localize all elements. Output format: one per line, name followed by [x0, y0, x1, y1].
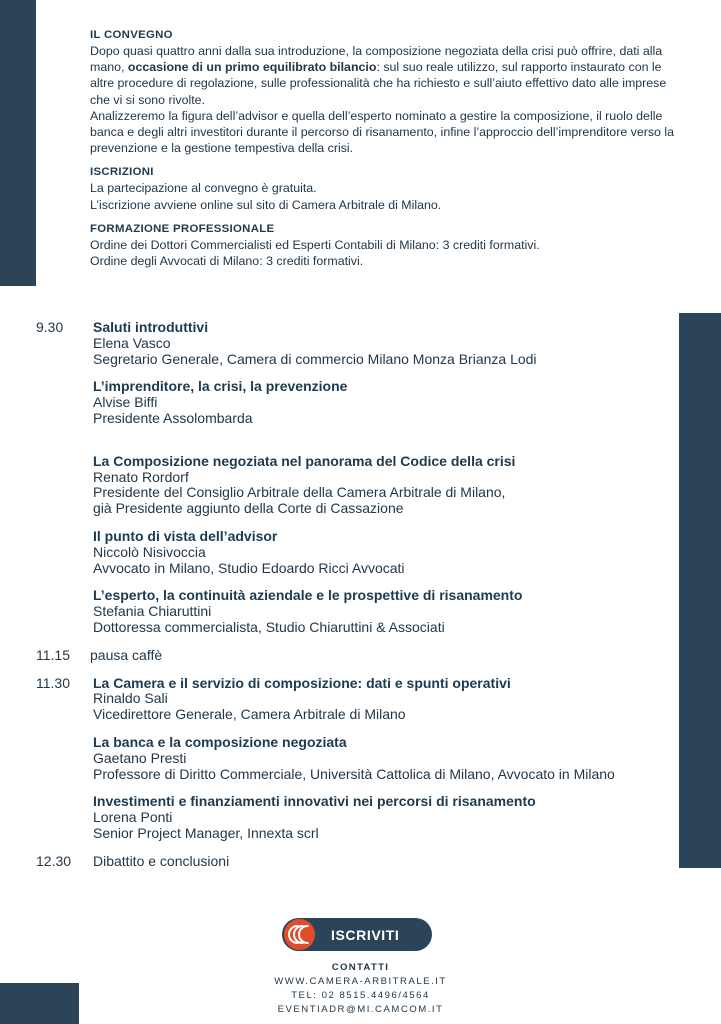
contacts-phone: TEL: 02 8515.4496/4564 — [291, 990, 430, 1001]
speaker-name: Lorena Ponti — [93, 809, 173, 826]
contacts-website-link[interactable]: WWW.CAMERA-ARBITRALE.IT — [274, 976, 447, 987]
formazione-block — [90, 222, 680, 269]
speaker-name: Renato Rordorf — [93, 468, 189, 485]
program-time — [36, 794, 93, 841]
speaker-role-2: già Presidente aggiunto della Corte di Cassazione — [93, 500, 404, 517]
speaker-name: Elena Vasco — [93, 334, 171, 351]
program-item — [36, 676, 686, 723]
speaker-role: Vicedirettore Generale, Camera Arbitrale di Milano — [93, 706, 406, 723]
convegno-paragraph-1: Dopo quasi quattro anni dalla sua introduzione, la composizione negoziata della crisi può offrire, dati alla mano, occasione di un primo equilibrato bilancio: sul suo reale utilizzo, sul rapporto instaurato con le altre procedure di regolazione, sulle professionalità che ha richiesto e sull’aiuto effettivo dato alle imprese che vi si sono rivolte. — [90, 44, 667, 107]
program-title: Saluti introduttivi — [93, 319, 209, 335]
speaker-role: Presidente del Consiglio Arbitrale della Camera Arbitrale di Milano, — [93, 484, 506, 501]
camera-arbitrale-logo-icon — [284, 919, 315, 950]
speaker-role: Avvocato in Milano, Studio Edoardo Ricci Avvocati — [93, 559, 405, 576]
convegno-highlight: occasione di un primo equilibrato bilancio — [127, 60, 377, 75]
program-item — [36, 735, 686, 782]
convegno-paragraph-2: Analizzeremo la figura dell’advisor e quella dell’esperto nominato a gestire la composizione, il ruolo delle banca e degli altri investitori durante il percorso di risanamento, infine l’approccio dell’imprenditore verso la prevenzione e la gestione tempestiva della crisi. — [90, 108, 675, 156]
program-break — [36, 648, 686, 664]
program-title: Il punto di vista dell’advisor — [93, 527, 278, 544]
program-closing — [36, 854, 686, 870]
speaker-name: Niccolò Nisivoccia — [93, 543, 206, 560]
program-title: L’esperto, la continuità aziendale e le prospettive di risanamento — [93, 587, 523, 604]
break-label: pausa caffè — [90, 646, 163, 663]
program-schedule — [36, 320, 686, 882]
program-item — [36, 588, 686, 635]
register-button-label: ISCRIVITI — [331, 926, 400, 943]
speaker-role: Segretario Generale, Camera di commercio Milano Monza Brianza Lodi — [93, 350, 537, 367]
program-title: La Composizione negoziata nel panorama del Codice della crisi — [93, 452, 516, 469]
speaker-name: Stefania Chiaruttini — [93, 603, 212, 620]
contacts-heading: CONTATTI — [331, 962, 390, 973]
closing-label: Dibattito e conclusioni — [93, 852, 230, 869]
speaker-role: Presidente Assolombarda — [93, 409, 253, 426]
program-item — [36, 379, 686, 426]
speaker-name: Alvise Biffi — [93, 394, 158, 411]
speaker-role: Senior Project Manager, Innexta scrl — [93, 824, 319, 841]
program-time: 11.15 — [36, 646, 70, 663]
formazione-line: Ordine dei Dottori Commercialisti ed Esperti Contabili di Milano: 3 crediti formativi. — [90, 237, 540, 252]
convegno-block — [90, 28, 680, 156]
program-time: 12.30 — [36, 852, 72, 869]
iscrizioni-line: La partecipazione al convegno è gratuita. — [90, 181, 317, 196]
register-button[interactable] — [282, 918, 432, 951]
formazione-line: Ordine degli Avvocati di Milano: 3 crediti formativi. — [90, 254, 364, 269]
program-time — [36, 735, 93, 782]
program-item — [36, 794, 686, 841]
program-title: Investimenti e finanziamenti innovativi nei percorsi di risanamento — [93, 793, 536, 810]
speaker-name: Rinaldo Sali — [93, 690, 168, 707]
program-time — [36, 588, 93, 635]
program-item — [36, 454, 686, 517]
program-title: L’imprenditore, la crisi, la prevenzione — [93, 378, 348, 395]
iscrizioni-heading: ISCRIZIONI — [90, 166, 154, 179]
program-time: 11.30 — [36, 674, 70, 691]
formazione-heading: FORMAZIONE PROFESSIONALE — [90, 222, 275, 235]
intro-section — [90, 28, 680, 278]
program-title: La Camera e il servizio di composizione: dati e spunti operativi — [93, 674, 511, 691]
contacts-section — [230, 961, 491, 1017]
decorative-bar-left-bottom — [0, 983, 79, 1024]
program-time — [36, 454, 93, 517]
decorative-bar-left-top — [0, 0, 36, 286]
program-time — [36, 379, 93, 426]
iscrizioni-line: L’iscrizione avviene online sul sito di Camera Arbitrale di Milano. — [90, 197, 442, 212]
program-time — [36, 529, 93, 576]
speaker-role: Dottoressa commercialista, Studio Chiaruttini & Associati — [93, 618, 445, 635]
program-title: La banca e la composizione negoziata — [93, 733, 347, 750]
program-item — [36, 529, 686, 576]
speaker-role: Professore di Diritto Commerciale, Università Cattolica di Milano, Avvocato in Milano — [93, 765, 615, 782]
contacts-email-link[interactable]: EVENTIADR@MI.CAMCOM.IT — [277, 1004, 444, 1015]
iscrizioni-block — [90, 165, 680, 212]
program-item — [36, 320, 686, 367]
speaker-name: Gaetano Presti — [93, 749, 187, 766]
program-time: 9.30 — [36, 319, 64, 335]
convegno-heading: IL CONVEGNO — [90, 29, 173, 41]
